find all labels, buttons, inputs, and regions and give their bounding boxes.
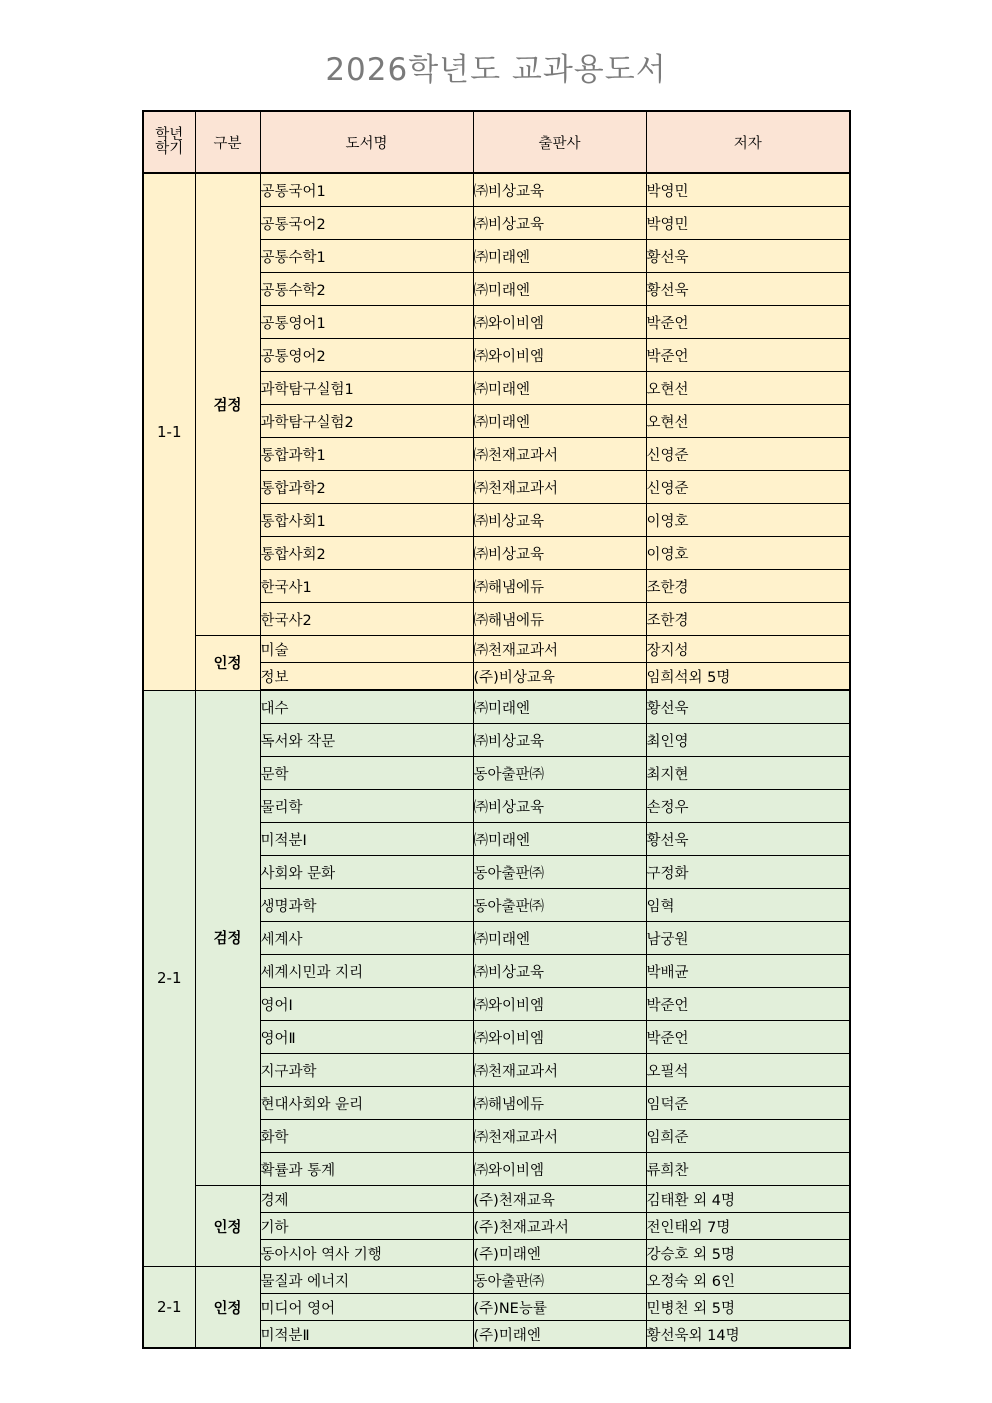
grade-cell: 2-1 xyxy=(143,690,195,1267)
header-grade-line2: 학기 xyxy=(155,141,184,157)
book-name-cell: 공통수학1 xyxy=(260,240,473,273)
author-cell: 오정숙 외 6인 xyxy=(646,1267,850,1294)
author-cell: 손정우 xyxy=(646,790,850,823)
book-name-cell: 공통국어2 xyxy=(260,207,473,240)
book-name-cell: 미적분Ⅱ xyxy=(260,1321,473,1349)
publisher-cell: ㈜미래엔 xyxy=(473,922,646,955)
header-book-name: 도서명 xyxy=(260,111,473,173)
author-cell: 황선욱 xyxy=(646,273,850,306)
table-row xyxy=(143,173,850,207)
header-publisher: 출판사 xyxy=(473,111,646,173)
book-name-cell: 통합사회2 xyxy=(260,537,473,570)
publisher-cell: 동아출판㈜ xyxy=(473,856,646,889)
author-cell: 구정화 xyxy=(646,856,850,889)
book-name-cell: 화학 xyxy=(260,1120,473,1153)
author-cell: 임덕준 xyxy=(646,1087,850,1120)
author-cell: 오필석 xyxy=(646,1054,850,1087)
author-cell: 조한경 xyxy=(646,603,850,636)
table-row xyxy=(143,1186,850,1213)
book-name-cell: 미술 xyxy=(260,636,473,663)
book-name-cell: 통합과학2 xyxy=(260,471,473,504)
publisher-cell: (주)천재교과서 xyxy=(473,1213,646,1240)
publisher-cell: (주)미래엔 xyxy=(473,1321,646,1349)
category-cell: 인정 xyxy=(195,1186,260,1267)
author-cell: 조한경 xyxy=(646,570,850,603)
book-name-cell: 영어Ⅰ xyxy=(260,988,473,1021)
publisher-cell: ㈜와이비엠 xyxy=(473,1153,646,1186)
author-cell: 박배균 xyxy=(646,955,850,988)
author-cell: 최지현 xyxy=(646,757,850,790)
page-title: 2026학년도 교과용도서 xyxy=(325,52,667,88)
publisher-cell: ㈜천재교과서 xyxy=(473,1054,646,1087)
table-row xyxy=(143,690,850,724)
publisher-cell: (주)천재교육 xyxy=(473,1186,646,1213)
book-name-cell: 사회와 문화 xyxy=(260,856,473,889)
category-cell: 인정 xyxy=(195,1267,260,1349)
publisher-cell: ㈜해냄에듀 xyxy=(473,603,646,636)
author-cell: 박준언 xyxy=(646,1021,850,1054)
book-name-cell: 한국사2 xyxy=(260,603,473,636)
publisher-cell: ㈜와이비엠 xyxy=(473,1021,646,1054)
author-cell: 민병천 외 5명 xyxy=(646,1294,850,1321)
publisher-cell: ㈜비상교육 xyxy=(473,207,646,240)
author-cell: 장지성 xyxy=(646,636,850,663)
author-cell: 신영준 xyxy=(646,438,850,471)
category-cell: 인정 xyxy=(195,636,260,691)
publisher-cell: ㈜비상교육 xyxy=(473,790,646,823)
section-2-1-extra xyxy=(143,1267,850,1349)
book-name-cell: 공통영어1 xyxy=(260,306,473,339)
book-name-cell: 공통국어1 xyxy=(260,173,473,207)
book-name-cell: 생명과학 xyxy=(260,889,473,922)
book-name-cell: 독서와 작문 xyxy=(260,724,473,757)
author-cell: 황선욱 xyxy=(646,823,850,856)
author-cell: 류희찬 xyxy=(646,1153,850,1186)
book-name-cell: 통합과학1 xyxy=(260,438,473,471)
author-cell: 임혁 xyxy=(646,889,850,922)
author-cell: 이영호 xyxy=(646,537,850,570)
book-name-cell: 영어Ⅱ xyxy=(260,1021,473,1054)
author-cell: 황선욱 xyxy=(646,240,850,273)
book-name-cell: 공통수학2 xyxy=(260,273,473,306)
publisher-cell: ㈜해냄에듀 xyxy=(473,1087,646,1120)
author-cell: 강승호 외 5명 xyxy=(646,1240,850,1267)
category-cell: 검정 xyxy=(195,173,260,636)
publisher-cell: ㈜와이비엠 xyxy=(473,988,646,1021)
author-cell: 최인영 xyxy=(646,724,850,757)
book-name-cell: 세계사 xyxy=(260,922,473,955)
publisher-cell: ㈜미래엔 xyxy=(473,690,646,724)
grade-cell: 2-1 xyxy=(143,1267,195,1349)
publisher-cell: ㈜미래엔 xyxy=(473,823,646,856)
author-cell: 신영준 xyxy=(646,471,850,504)
book-name-cell: 동아시아 역사 기행 xyxy=(260,1240,473,1267)
publisher-cell: ㈜와이비엠 xyxy=(473,339,646,372)
publisher-cell: (주)비상교육 xyxy=(473,663,646,691)
header-author: 저자 xyxy=(646,111,850,173)
publisher-cell: ㈜비상교육 xyxy=(473,724,646,757)
author-cell: 남궁원 xyxy=(646,922,850,955)
publisher-cell: ㈜미래엔 xyxy=(473,273,646,306)
book-name-cell: 문학 xyxy=(260,757,473,790)
book-name-cell: 물리학 xyxy=(260,790,473,823)
table-row xyxy=(143,1267,850,1294)
publisher-cell: ㈜미래엔 xyxy=(473,405,646,438)
book-name-cell: 과학탐구실험2 xyxy=(260,405,473,438)
author-cell: 박준언 xyxy=(646,306,850,339)
publisher-cell: ㈜와이비엠 xyxy=(473,306,646,339)
book-name-cell: 미적분Ⅰ xyxy=(260,823,473,856)
book-name-cell: 기하 xyxy=(260,1213,473,1240)
author-cell: 김태환 외 4명 xyxy=(646,1186,850,1213)
publisher-cell: ㈜미래엔 xyxy=(473,240,646,273)
publisher-cell: ㈜천재교과서 xyxy=(473,471,646,504)
publisher-cell: (주)NE능률 xyxy=(473,1294,646,1321)
book-name-cell: 과학탐구실험1 xyxy=(260,372,473,405)
publisher-cell: ㈜비상교육 xyxy=(473,537,646,570)
book-name-cell: 대수 xyxy=(260,690,473,724)
book-name-cell: 정보 xyxy=(260,663,473,691)
author-cell: 오현선 xyxy=(646,405,850,438)
publisher-cell: ㈜천재교과서 xyxy=(473,636,646,663)
publisher-cell: ㈜천재교과서 xyxy=(473,438,646,471)
author-cell: 박영민 xyxy=(646,173,850,207)
author-cell: 전인태외 7명 xyxy=(646,1213,850,1240)
header-category: 구분 xyxy=(195,111,260,173)
textbook-table xyxy=(142,110,851,1349)
book-name-cell: 한국사1 xyxy=(260,570,473,603)
section-2-1 xyxy=(143,690,850,1267)
author-cell: 황선욱외 14명 xyxy=(646,1321,850,1349)
grade-cell: 1-1 xyxy=(143,173,195,690)
author-cell: 오현선 xyxy=(646,372,850,405)
book-name-cell: 물질과 에너지 xyxy=(260,1267,473,1294)
category-cell: 검정 xyxy=(195,690,260,1186)
table-row xyxy=(143,636,850,663)
publisher-cell: ㈜비상교육 xyxy=(473,955,646,988)
author-cell: 황선욱 xyxy=(646,690,850,724)
publisher-cell: ㈜비상교육 xyxy=(473,173,646,207)
book-name-cell: 경제 xyxy=(260,1186,473,1213)
header-grade-line1: 학년 xyxy=(155,127,184,143)
author-cell: 박준언 xyxy=(646,988,850,1021)
author-cell: 박준언 xyxy=(646,339,850,372)
author-cell: 박영민 xyxy=(646,207,850,240)
author-cell: 임희준 xyxy=(646,1120,850,1153)
section-1-1 xyxy=(143,173,850,690)
author-cell: 임희석외 5명 xyxy=(646,663,850,691)
publisher-cell: 동아출판㈜ xyxy=(473,1267,646,1294)
book-name-cell: 현대사회와 윤리 xyxy=(260,1087,473,1120)
table-header-row xyxy=(143,111,850,173)
publisher-cell: (주)미래엔 xyxy=(473,1240,646,1267)
publisher-cell: ㈜천재교과서 xyxy=(473,1120,646,1153)
publisher-cell: ㈜미래엔 xyxy=(473,372,646,405)
book-name-cell: 확률과 통계 xyxy=(260,1153,473,1186)
publisher-cell: 동아출판㈜ xyxy=(473,757,646,790)
book-name-cell: 공통영어2 xyxy=(260,339,473,372)
publisher-cell: ㈜비상교육 xyxy=(473,504,646,537)
header-grade-semester xyxy=(143,111,195,173)
author-cell: 이영호 xyxy=(646,504,850,537)
book-name-cell: 지구과학 xyxy=(260,1054,473,1087)
book-name-cell: 통합사회1 xyxy=(260,504,473,537)
publisher-cell: 동아출판㈜ xyxy=(473,889,646,922)
book-name-cell: 미디어 영어 xyxy=(260,1294,473,1321)
book-name-cell: 세계시민과 지리 xyxy=(260,955,473,988)
publisher-cell: ㈜해냄에듀 xyxy=(473,570,646,603)
